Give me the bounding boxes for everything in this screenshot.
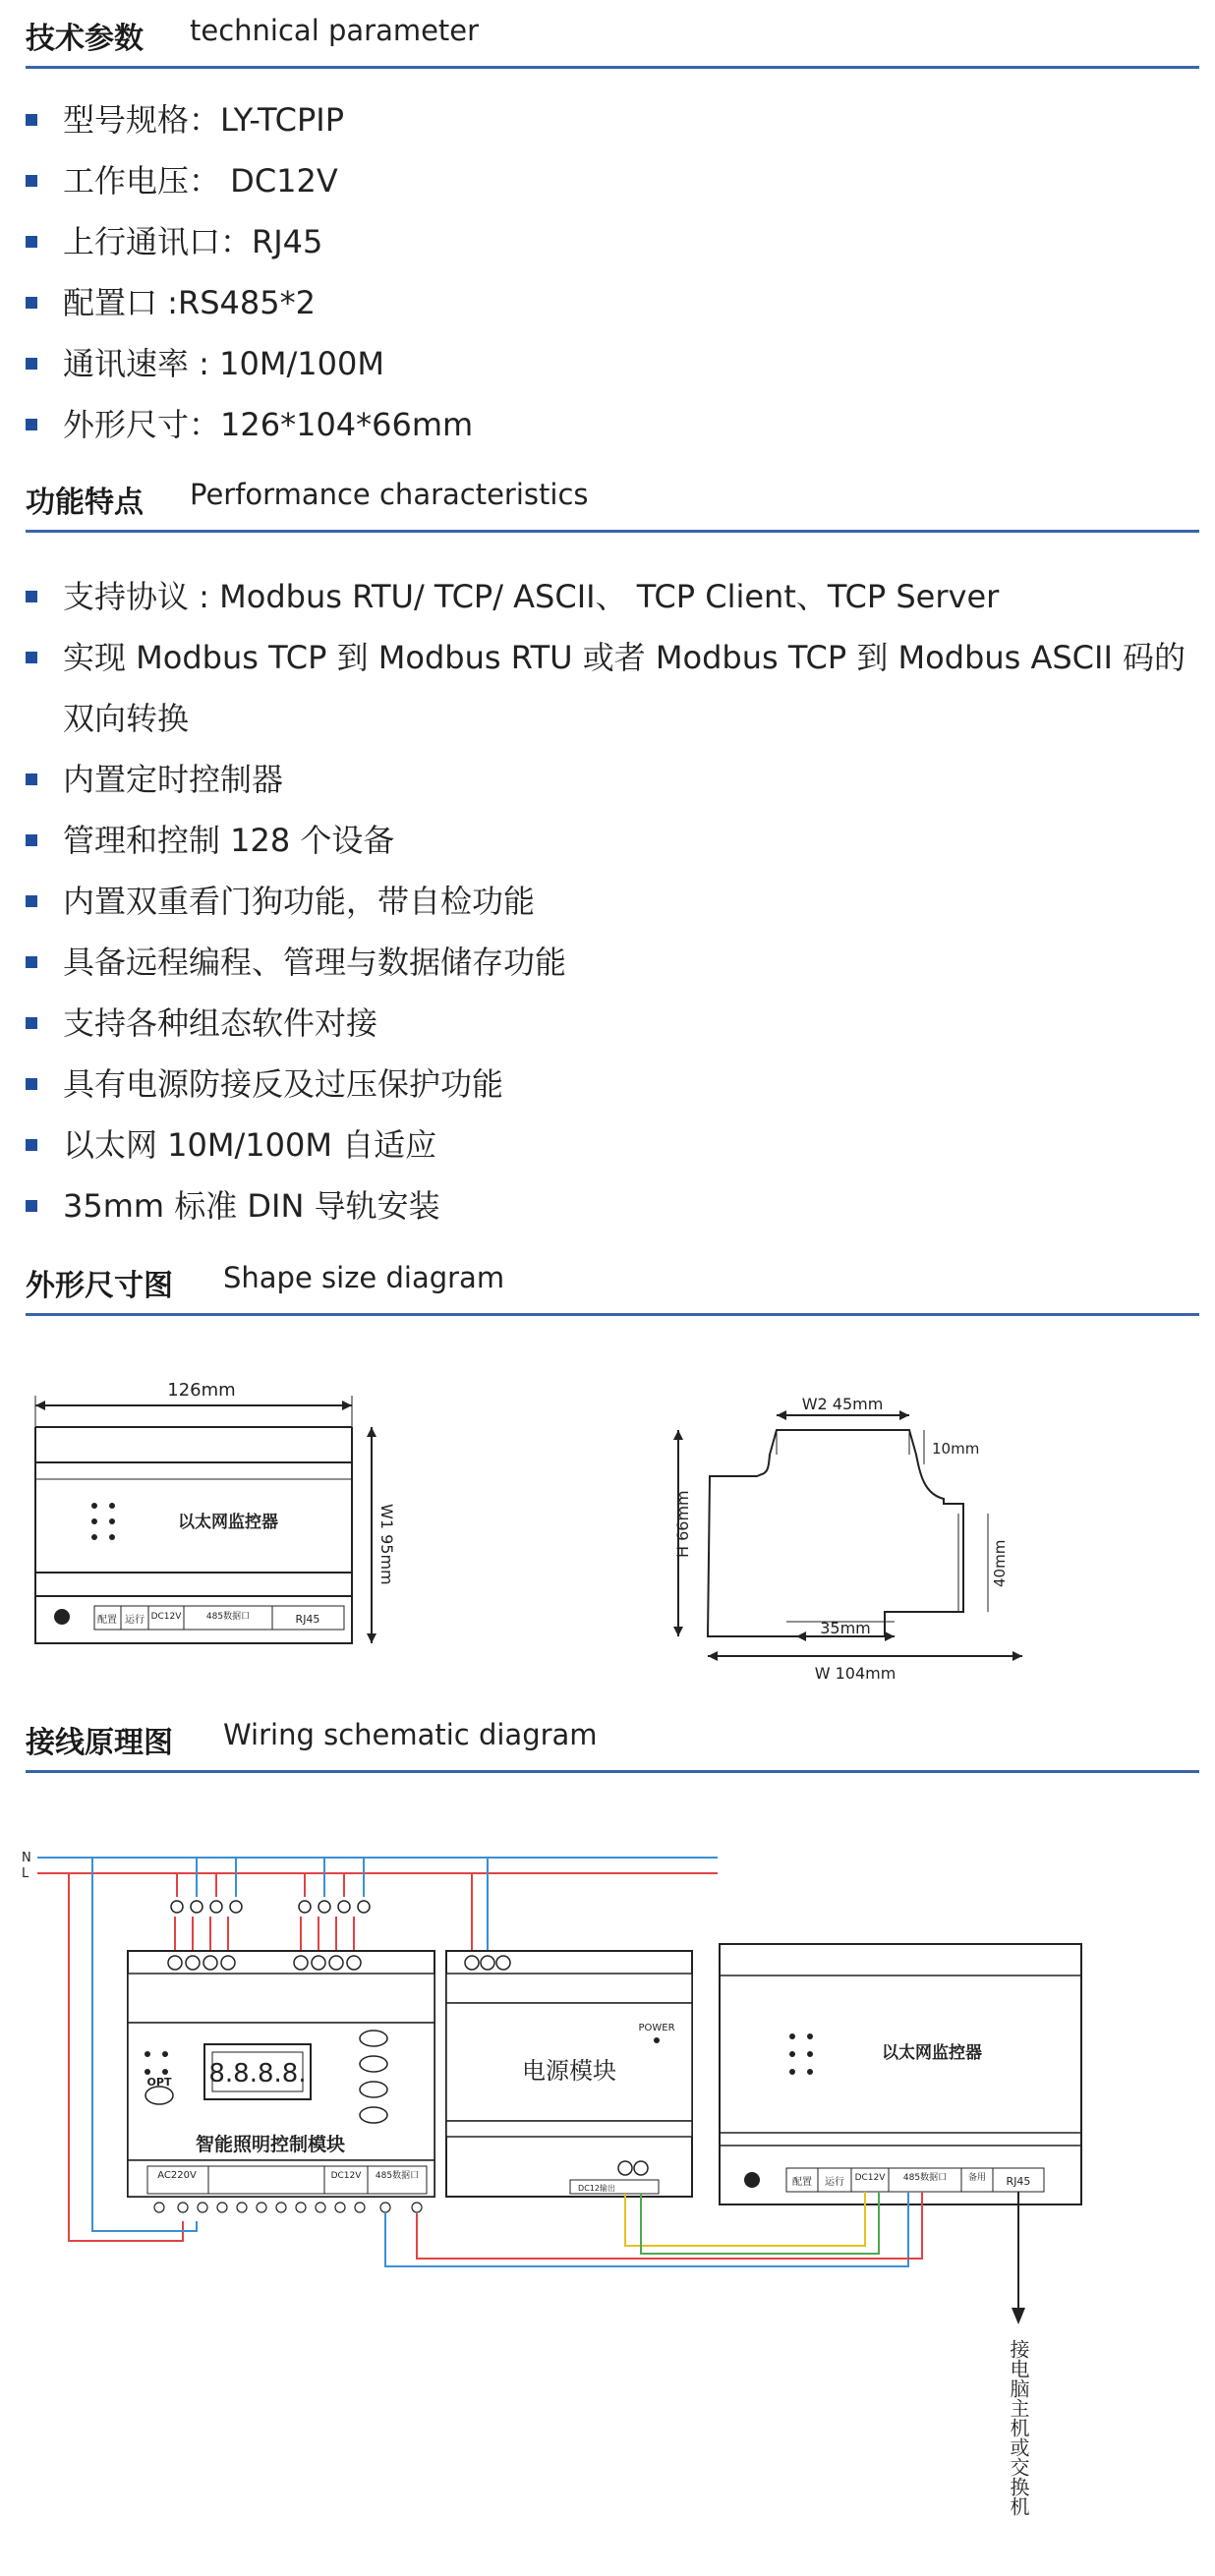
- module3-term-run: 运行: [825, 2177, 844, 2188]
- bullet-icon: [26, 358, 37, 370]
- module3-term-rj45: RJ45: [1006, 2175, 1031, 2188]
- module1-term-dc: DC12V: [330, 2171, 362, 2181]
- module3-term-spare: 备用: [967, 2173, 987, 2183]
- module-power: [446, 1951, 692, 2197]
- shape-size-diagram: [0, 1366, 1215, 1690]
- section-title-cn: 接线原理图: [26, 1726, 173, 1760]
- bullet-icon: [26, 1200, 37, 1212]
- section-title-en: Shape size diagram: [223, 1261, 505, 1294]
- wiring-diagram: [0, 1828, 1215, 2536]
- section-title-en: Performance characteristics: [190, 478, 589, 511]
- section-divider: [26, 1770, 1199, 1773]
- module1-name: 智能照明控制模块: [195, 2134, 346, 2155]
- front-height-label: W1 95mm: [377, 1504, 396, 1585]
- line-n-label: N: [22, 1851, 31, 1865]
- front-term-config: 配置: [97, 1615, 117, 1626]
- list-item: 实现 Modbus TCP 到 Modbus RTU 或者 Modbus TCP 到 Modbus ASCII 码的双向转换: [26, 627, 1199, 749]
- module1-display: 8.8.8.8.: [208, 2059, 307, 2089]
- section-header-tech: [26, 10, 1199, 55]
- front-term-rj45: RJ45: [295, 1613, 320, 1626]
- bullet-icon: [26, 652, 37, 663]
- bullet-icon: [26, 1139, 37, 1151]
- bullet-icon: [26, 297, 37, 309]
- section-title-en: Wiring schematic diagram: [223, 1718, 598, 1751]
- module2-power-label: POWER: [638, 2023, 675, 2033]
- bullet-icon: [26, 1017, 37, 1029]
- bullet-icon: [26, 834, 37, 846]
- module2-name: 电源模块: [522, 2057, 616, 2085]
- module1-opt: OPT: [146, 2076, 172, 2089]
- side-h-label: H 66mm: [673, 1490, 692, 1558]
- bullet-icon: [26, 591, 37, 602]
- bullet-icon: [26, 956, 37, 968]
- module1-term-485: 485数据口: [375, 2171, 420, 2181]
- front-term-dc: DC12V: [150, 1612, 182, 1622]
- side-view: [708, 1430, 963, 1636]
- front-button-icon: [54, 1609, 70, 1625]
- power-led-icon: [654, 2037, 660, 2043]
- section-header-shape: [26, 1257, 1199, 1302]
- section-title-en: technical parameter: [190, 14, 480, 47]
- module2-out-label: DC12输出: [578, 2184, 615, 2193]
- section-divider: [26, 530, 1199, 533]
- bullet-icon: [26, 773, 37, 785]
- side-right-label: 40mm: [991, 1539, 1009, 1587]
- bullet-icon: [26, 419, 37, 430]
- side-w-label: W 104mm: [814, 1664, 897, 1683]
- bullet-icon: [26, 236, 37, 248]
- front-term-run: 运行: [125, 1615, 145, 1626]
- module-lighting-control: [128, 1951, 434, 2212]
- module3-name: 以太网监控器: [882, 2043, 982, 2063]
- down-arrow-icon: [1012, 2308, 1025, 2324]
- arrow-label: 接电脑主机或交换机: [1007, 2339, 1030, 2516]
- module3-term-485: 485数据口: [902, 2173, 948, 2183]
- side-rail-label: 35mm: [820, 1619, 871, 1637]
- module3-term-dc: DC12V: [854, 2173, 886, 2183]
- section-title-cn: 技术参数: [26, 22, 144, 56]
- side-w2-label: W2 45mm: [801, 1395, 884, 1413]
- line-l-label: L: [22, 1866, 29, 1881]
- side-top-label: 10mm: [932, 1440, 980, 1458]
- module3-button-icon: [744, 2172, 760, 2188]
- lamp-icons: [171, 1901, 370, 1913]
- module3-term-config: 配置: [792, 2177, 812, 2188]
- section-header-features: [26, 474, 1199, 519]
- front-term-485: 485数据口: [205, 1612, 251, 1622]
- front-view: [35, 1396, 352, 1690]
- front-width-label: 126mm: [167, 1380, 236, 1401]
- bullet-icon: [26, 895, 37, 907]
- bullet-icon: [26, 1078, 37, 1090]
- module-ethernet-monitor: [720, 1944, 1081, 2204]
- section-title-cn: 外形尺寸图: [26, 1269, 173, 1303]
- bullet-icon: [26, 175, 37, 187]
- section-divider: [26, 1313, 1199, 1316]
- front-device-name: 以太网监控器: [178, 1513, 278, 1532]
- module1-term-ac: AC220V: [157, 2170, 197, 2181]
- section-divider: [26, 66, 1199, 69]
- section-header-wiring: [26, 1714, 1199, 1759]
- bullet-icon: [26, 114, 37, 126]
- section-title-cn: 功能特点: [26, 486, 144, 520]
